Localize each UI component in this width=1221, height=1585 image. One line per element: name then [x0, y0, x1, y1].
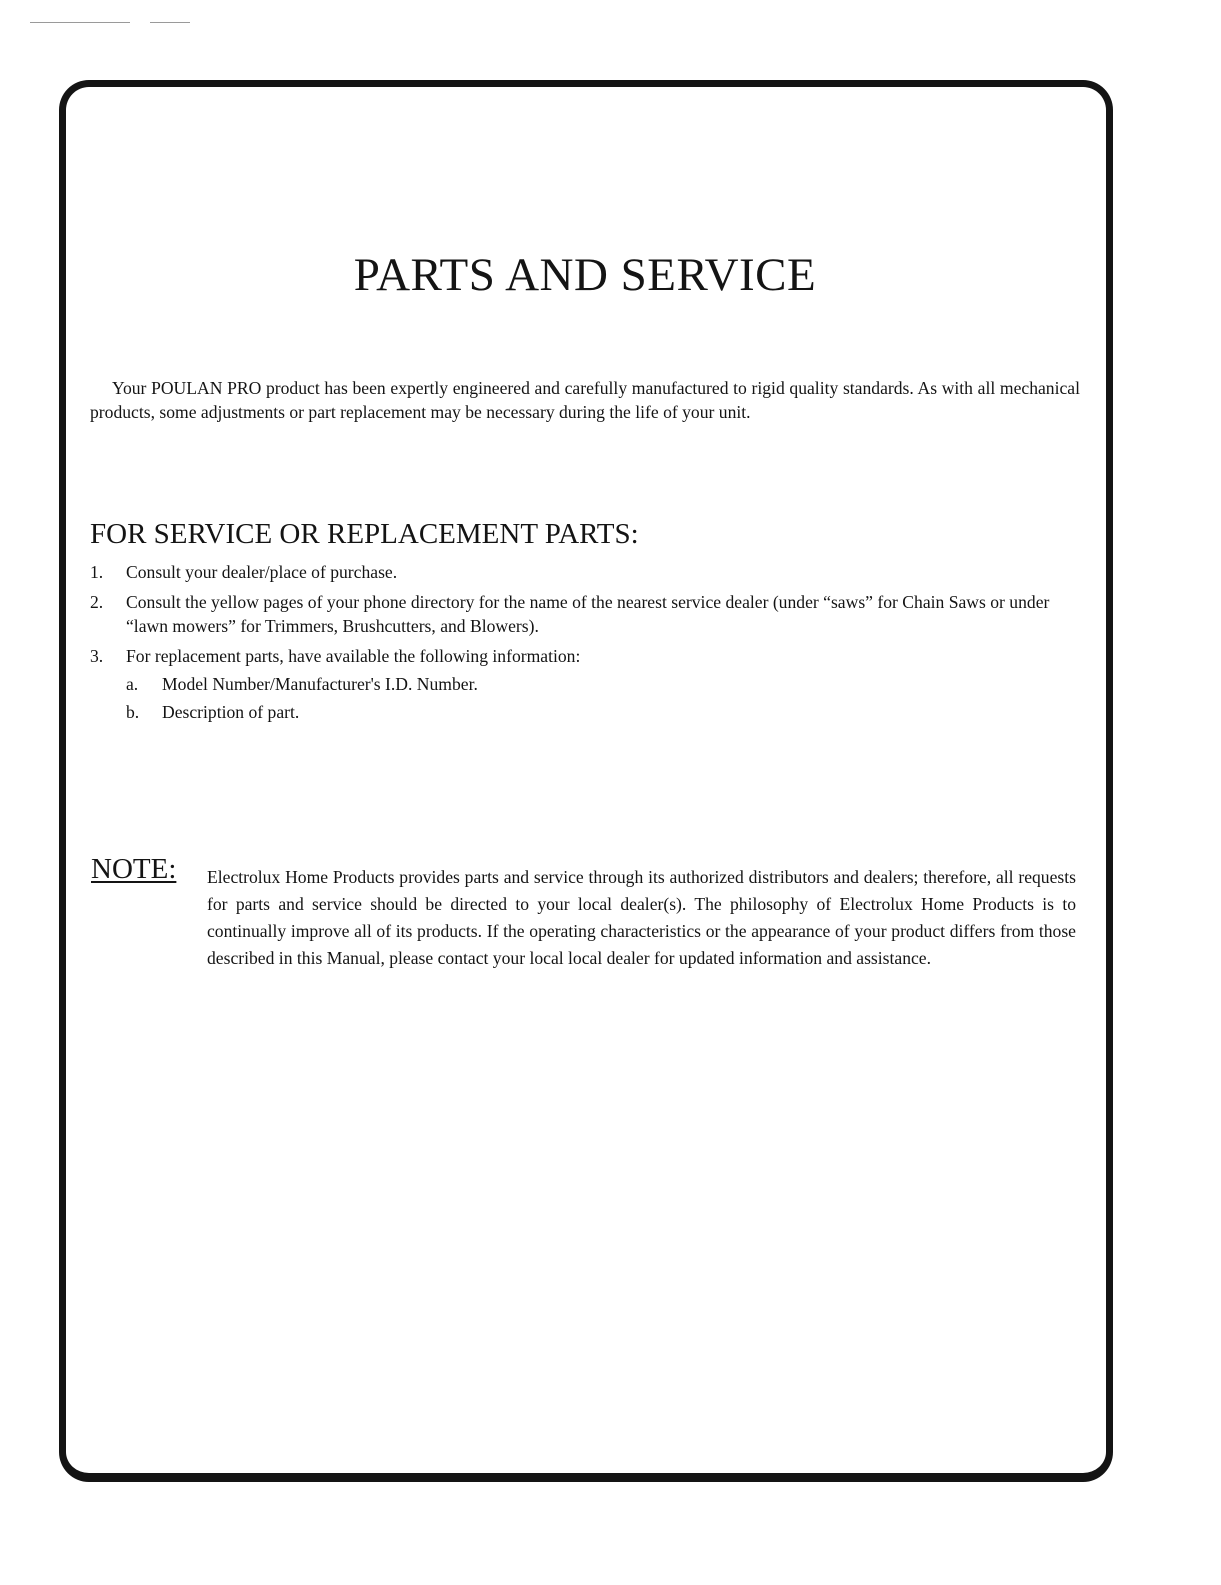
scan-artifact: [150, 22, 190, 23]
service-section-heading: FOR SERVICE OR REPLACEMENT PARTS:: [90, 518, 639, 550]
sub-list-item-text: Description of part.: [162, 702, 300, 722]
sub-list-item-letter: b.: [126, 702, 140, 722]
service-steps-list: [90, 560, 1080, 728]
list-item: [90, 560, 1080, 584]
list-item-text: Consult your dealer/place of purchase.: [126, 562, 398, 582]
list-item: [90, 644, 1080, 668]
list-item: [90, 590, 1080, 638]
list-item-text: For replacement parts, have available the following information:: [126, 646, 581, 666]
list-item-number: 3.: [90, 646, 104, 666]
sub-list-item: [90, 700, 1080, 724]
list-item-number: 2.: [90, 592, 104, 612]
sub-list-item: [90, 672, 1080, 696]
scan-artifact: [30, 22, 130, 23]
page-title: PARTS AND SERVICE: [353, 249, 817, 301]
list-item-number: 1.: [90, 562, 104, 582]
note-paragraph: Electrolux Home Products provides parts and service through its authorized distributors and dealers; therefore, all requests for parts and service should be directed to your local dealer(s). The philosophy of Electrolux Home Products is to continually improve all of its products. If the operating characteristics or the appearance of your product differs from those described in this Manual, please contact your local local dealer for updated information and assistance.: [207, 867, 1076, 968]
list-item-text: Consult the yellow pages of your phone directory for the name of the nearest service dealer (under “saws” for Chain Saws or under “lawn mowers” for Trimmers, Brushcutters, and Blowers).: [126, 592, 1050, 636]
sub-list-item-text: Model Number/Manufacturer's I.D. Number.: [162, 674, 478, 694]
note-label: NOTE:: [91, 853, 177, 885]
intro-paragraph: Your POULAN PRO product has been expertly engineered and carefully manufactured to rigid quality standards. As with all mechanical products, some adjustments or part replacement may be necessary during the life of your unit.: [90, 378, 1080, 422]
sub-list-item-letter: a.: [126, 674, 139, 694]
